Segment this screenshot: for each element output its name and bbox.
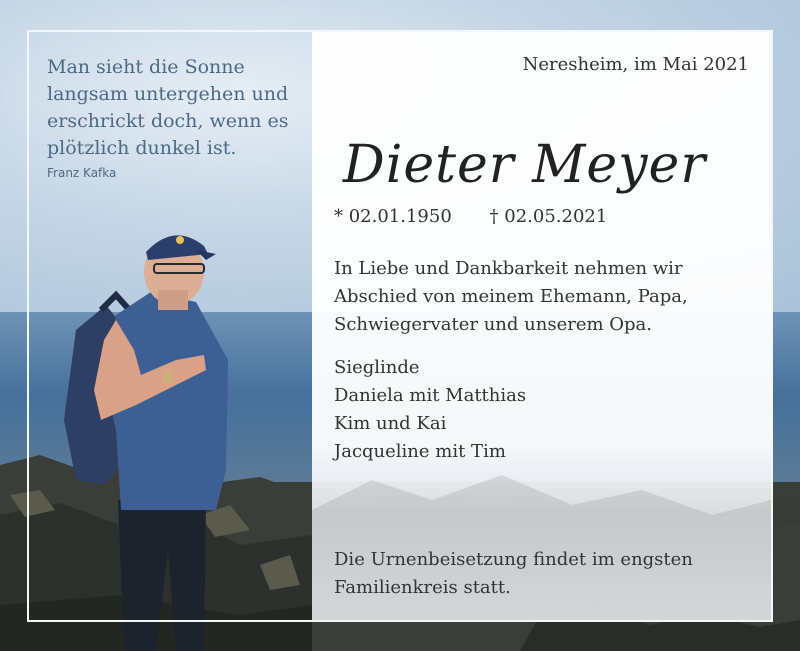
family-member: Kim und Kai <box>334 413 447 434</box>
deceased-name: Dieter Meyer <box>343 134 707 195</box>
place-date: Neresheim, im Mai 2021 <box>522 54 749 75</box>
quote <box>47 54 307 162</box>
death-date: † 02.05.2021 <box>489 206 608 227</box>
quote-author: Franz Kafka <box>47 166 117 180</box>
family-member: Sieglinde <box>334 357 420 378</box>
condolence-line: Schwiegervater und unserem Opa. <box>334 314 652 335</box>
birth-date: * 02.01.1950 <box>334 206 452 227</box>
quote-line: erschrickt doch, wenn es <box>47 110 289 132</box>
quote-line: plötzlich dunkel ist. <box>47 137 237 159</box>
burial-line: Die Urnenbeisetzung findet im engsten <box>334 549 693 570</box>
condolence-line: In Liebe und Dankbarkeit nehmen wir <box>334 258 683 279</box>
condolence-text <box>334 255 688 339</box>
family-list <box>334 354 526 466</box>
condolence-line: Abschied von meinem Ehemann, Papa, <box>334 286 688 307</box>
quote-line: Man sieht die Sonne <box>47 56 245 78</box>
burial-notice <box>334 546 693 602</box>
family-member: Daniela mit Matthias <box>334 385 527 406</box>
quote-line: langsam untergehen und <box>47 83 289 105</box>
family-member: Jacqueline mit Tim <box>334 441 506 462</box>
life-dates <box>334 206 607 227</box>
burial-line: Familienkreis statt. <box>334 577 511 598</box>
